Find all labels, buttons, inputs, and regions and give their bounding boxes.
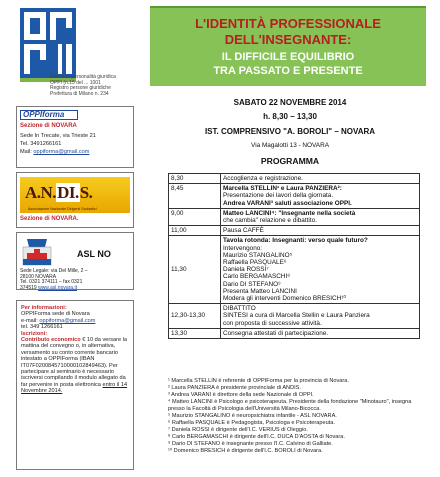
andis-section: Sezione di NOVARA.: [20, 216, 79, 222]
title-line-2: DELL'INSEGNANTE:: [224, 32, 352, 47]
asl-logo: [21, 237, 53, 267]
title-banner: [150, 6, 426, 86]
footnote: ⁷ Daniela ROSSI è dirigente dell'I.C. VERIUS di Oleggio.: [168, 427, 308, 433]
footnote: ⁹ Dario DI STEFANO è insegnante presso l'I.C. Calvino di Galliate.: [168, 441, 333, 447]
oppiforma-contacts: Sede In Trecate, via Trieste 21 Tel. 3491266161 Mail: oppiforma@gmail.com: [20, 133, 96, 155]
info-mail-link[interactable]: oppiforma@gmail.com: [39, 317, 96, 324]
oppiforma-section: Sezione di NOVARA: [20, 123, 77, 129]
oppiforma-logo: OPPIforma: [20, 110, 78, 120]
table-row: 13,30 Consegna attestati di partecipazione.: [169, 328, 420, 338]
footnotes: [168, 378, 426, 455]
footnote: ⁴ Matteo LANCINI è Psicologo e psicoterapeuta. Presidente della fondazione "Minotauro", insegna presso la Facoltà di Psicologia dell'Università Milano-Bicocca.: [168, 399, 412, 412]
table-row: 11,30 Tavola rotonda: Insegnanti: verso quale futuro? Intervengono: Maurizio STANGALINO⁵ Raffaella PASQUALE⁶ Daniela ROSSI⁷ Carlo BERGAMASCHI⁸ Dario DI STEFANO⁹ Presenta Matteo LANCINI Modera gli interventi Domenico BRESICH¹⁰: [169, 236, 420, 304]
event-address: Via Magalotti 13 - NOVARA: [251, 142, 329, 149]
oppiforma-mail-link[interactable]: oppiforma@gmail.com: [33, 149, 90, 155]
footnote: ⁵ Maurizio STANGALINO è neuropsichiatra infantile - ASL NOVARA.: [168, 413, 337, 419]
footnote: ¹⁰ Domenico BRESICH è dirigente dell'I.C. BOROLI di Novara.: [168, 448, 323, 454]
asl-box: [16, 232, 134, 290]
table-row: 9,00 Matteo LANCINI⁴: "Insegnante nella società che cambia" relazione e dibattito.: [169, 208, 420, 225]
deadline: entro il 14 Novembre 2014.: [21, 381, 128, 395]
event-date: SABATO 22 NOVEMBRE 2014: [233, 98, 347, 107]
main-content: [140, 0, 440, 477]
table-row: 8,45 Marcella STELLIN¹ e Laura PANZIERA²: Presentazione dei lavori della giornata. Andrea VARANI³ saluti associazione OPPI.: [169, 184, 420, 209]
event-place: IST. COMPRENSIVO "A. BOROLI" – NOVARA: [204, 127, 376, 136]
asl-contacts: Sede Legale: via Del Mille, 2 – 28100 NOVARA Tel. 0321 374111 – fax 0321 374519 www.asl.novara.it: [20, 268, 88, 291]
registration-text: Per informazioni: OPPIForma sede di Novara e-mail: oppiforma@gmail.com tel. 349 1266161 Iscrizioni: Contributo economico € 10 da versare la mattina del convegno o, in alternativa, versamento su conto corrente bancario intestato a OPPIForma (IBAN IT07F0200845710000102849463). Per partecipare al seminario è necessario iscriversi compilando il modulo allegato da far pervenire in posta elettronica entro il 14 Novembre 2014.: [21, 305, 133, 395]
subtitle-line-1: IL DIFFICILE EQUILIBRIO: [221, 51, 355, 63]
asl-web-link[interactable]: www.asl.novara.it: [38, 284, 77, 291]
contrib-heading: Contributo economico: [21, 337, 81, 344]
program-title: PROGRAMMA: [260, 156, 320, 166]
table-row: 11,00 Pausa CAFFÈ: [169, 226, 420, 236]
andis-box: [16, 172, 134, 228]
footnote: ¹ Marcella STELLIN è referente di OPPIForma per la provincia di Novara.: [168, 378, 349, 384]
footnote: ⁸ Carlo BERGAMASCHI è dirigente dell'I.C. DUCA D'AOSTA di Novara.: [168, 434, 345, 440]
andis-subtitle: Associazione Nazionale Dirigenti Scolastici: [28, 207, 97, 211]
title-line-1: L'IDENTITÀ PROFESSIONALE: [195, 16, 381, 31]
event-time: h. 8,30 – 13,30: [263, 112, 317, 121]
asl-title: ASL NO: [77, 249, 111, 259]
footnote: ² Laura PANZIERA è presidente provinciale di ANDIS.: [168, 385, 301, 391]
andis-logo-band: [20, 177, 130, 213]
iscr-heading: Iscrizioni:: [21, 330, 48, 337]
footnote: ⁶ Raffaella PASQUALE è Pedagogista, Psicologa e Psicoterapeuta.: [168, 420, 335, 426]
oppiforma-box: [16, 106, 134, 168]
andis-logo: A.N.DI.S.: [25, 183, 93, 202]
footnote: ³ Andrea VARANI è direttore della sede Nazionale di OPPI.: [168, 392, 314, 398]
info-heading: Per informazioni:: [21, 305, 67, 311]
oppi-caption: Ente non personalità giuridica OPPI (n.15 del ... 1001 Registro persone giuridiche Prefettura di Milano n. 234: [50, 74, 116, 97]
program-table: [168, 173, 420, 339]
subtitle-line-2: TRA PASSATO E PRESENTE: [213, 65, 363, 77]
registration-box: [16, 300, 134, 470]
table-row: 8,30 Accoglienza e registrazione.: [169, 174, 420, 184]
table-row: 12,30-13,30 DIBATTITO SINTESI a cura di Marcella Stellin e Laura Panziera con proposta di successive attività.: [169, 304, 420, 329]
sidebar: [0, 0, 137, 477]
